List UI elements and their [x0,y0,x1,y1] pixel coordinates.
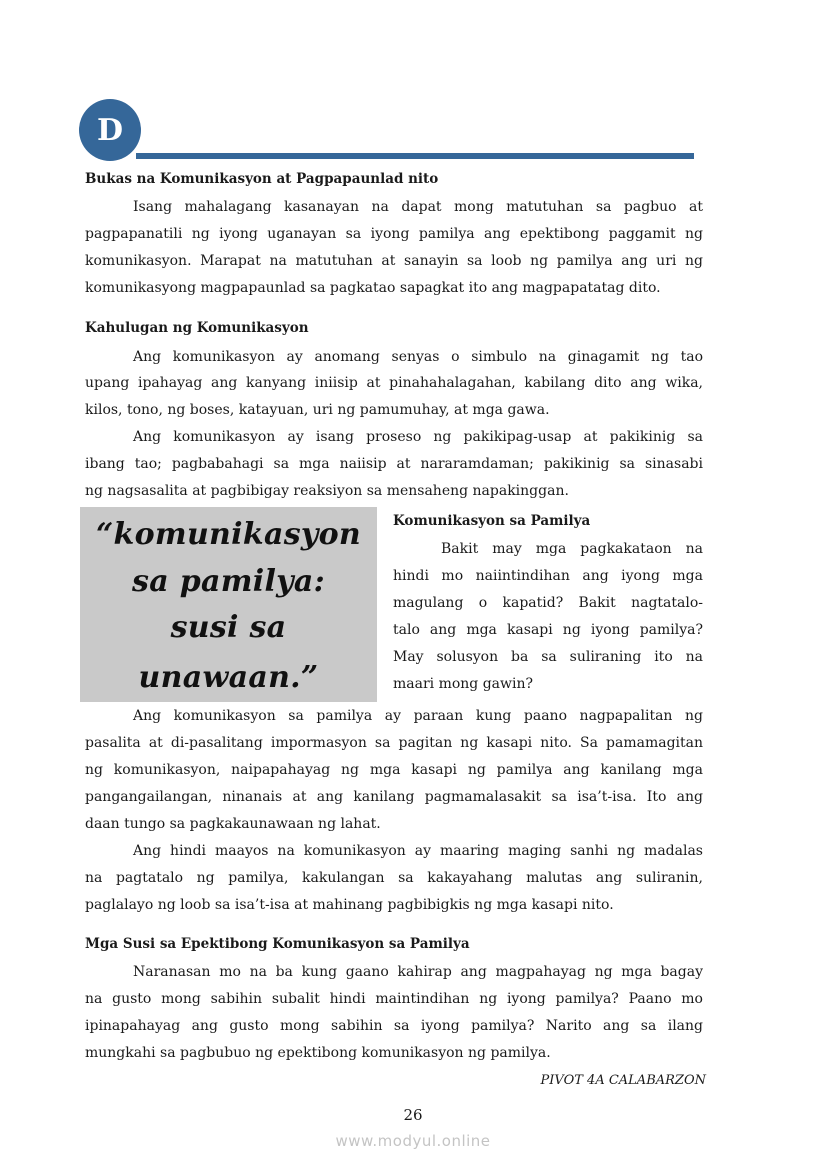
watermark: www.modyul.online [335,1132,491,1150]
paragraph-line: May solusyon ba sa suliraning ito na [393,649,703,665]
quote-line: susi sa [170,610,287,645]
paragraph-line: ng komunikasyon, naipapahayag ng mga kasapi ng pamilya ang kanilang mga [85,762,703,778]
section-heading: Bukas na Komunikasyon at Pagpapaunlad nito [85,171,439,187]
footer-label: PIVOT 4A CALABARZON [540,1073,706,1088]
quote-line: “komunikasyon [95,517,362,552]
section-divider [136,153,694,159]
paragraph-line: maari mong gawin? [393,676,534,692]
paragraph-line: kilos, tono, ng boses, katayuan, uri ng pamumuhay, at mga gawa. [85,402,550,418]
paragraph-line: daan tungo sa pagkakaunawaan ng lahat. [85,816,381,832]
paragraph-line: ipinapahayag ang gusto mong sabihin sa iyong pamilya? Narito ang sa ilang [85,1018,703,1034]
paragraph-line: pagpapanatili ng iyong uganayan sa iyong pamilya ang epektibong paggamit ng [85,226,703,242]
paragraph-line: talo ang mga kasapi ng iyong pamilya? [393,622,703,638]
paragraph-line: Ang hindi maayos na komunikasyon ay maaring maging sanhi ng madalas [133,843,703,859]
quote-line: unawaan.” [138,660,319,695]
paragraph-line: ibang tao; pagbabahagi sa mga naiisip at nararamdaman; pakikinig sa sinasabi [85,456,703,472]
quote-line: sa pamilya: [132,564,325,599]
paragraph-line: magulang o kapatid? Bakit nagtatalo- [393,595,703,611]
paragraph-line: Naranasan mo na ba kung gaano kahirap ang magpahayag ng mga bagay [133,964,703,980]
paragraph-line: pangangailangan, ninanais at ang kanilang pagmamalasakit sa isa’t-isa. Ito ang [85,789,703,805]
section-heading: Kahulugan ng Komunikasyon [85,320,309,336]
pull-quote-box [80,507,377,702]
paragraph-line: pasalita at di-pasalitang impormasyon sa pagitan ng kasapi nito. Sa pamamagitan [85,735,703,751]
paragraph-line: komunikasyong magpapaunlad sa pagkatao sapagkat ito ang magpapatatag dito. [85,280,661,296]
section-heading: Komunikasyon sa Pamilya [393,513,591,529]
paragraph-line: upang ipahayag ang kanyang iniisip at pinahahalagahan, kabilang dito ang wika, [85,375,703,391]
paragraph-line: Bakit may mga pagkakataon na [441,541,703,557]
paragraph-line: Isang mahalagang kasanayan na dapat mong matutuhan sa pagbuo at [133,199,703,215]
paragraph-line: paglalayo ng loob sa isa’t-isa at mahinang pagbibigkis ng mga kasapi nito. [85,897,614,913]
paragraph-line: Ang komunikasyon ay isang proseso ng pakikipag-usap at pakikinig sa [133,429,703,445]
paragraph-line: komunikasyon. Marapat na matutuhan at sanayin sa loob ng pamilya ang uri ng [85,253,703,269]
paragraph-line: mungkahi sa pagbubuo ng epektibong komunikasyon ng pamilya. [85,1045,551,1061]
section-heading: Mga Susi sa Epektibong Komunikasyon sa Pamilya [85,936,470,952]
paragraph-line: na pagtatalo ng pamilya, kakulangan sa kakayahang malutas ang suliranin, [85,870,703,886]
page-number: 26 [403,1106,423,1124]
paragraph-line: Ang komunikasyon ay anomang senyas o simbulo na ginagamit ng tao [133,349,703,365]
paragraph-line: Ang komunikasyon sa pamilya ay paraan kung paano nagpapalitan ng [133,708,703,724]
paragraph-line: na gusto mong sabihin subalit hindi maintindihan ng iyong pamilya? Paano mo [85,991,703,1007]
paragraph-line: hindi mo naiintindihan ang iyong mga [393,568,703,584]
section-letter-badge: D [79,99,141,161]
paragraph-line: ng nagsasalita at pagbibigay reaksiyon sa mensaheng napakinggan. [85,483,569,499]
